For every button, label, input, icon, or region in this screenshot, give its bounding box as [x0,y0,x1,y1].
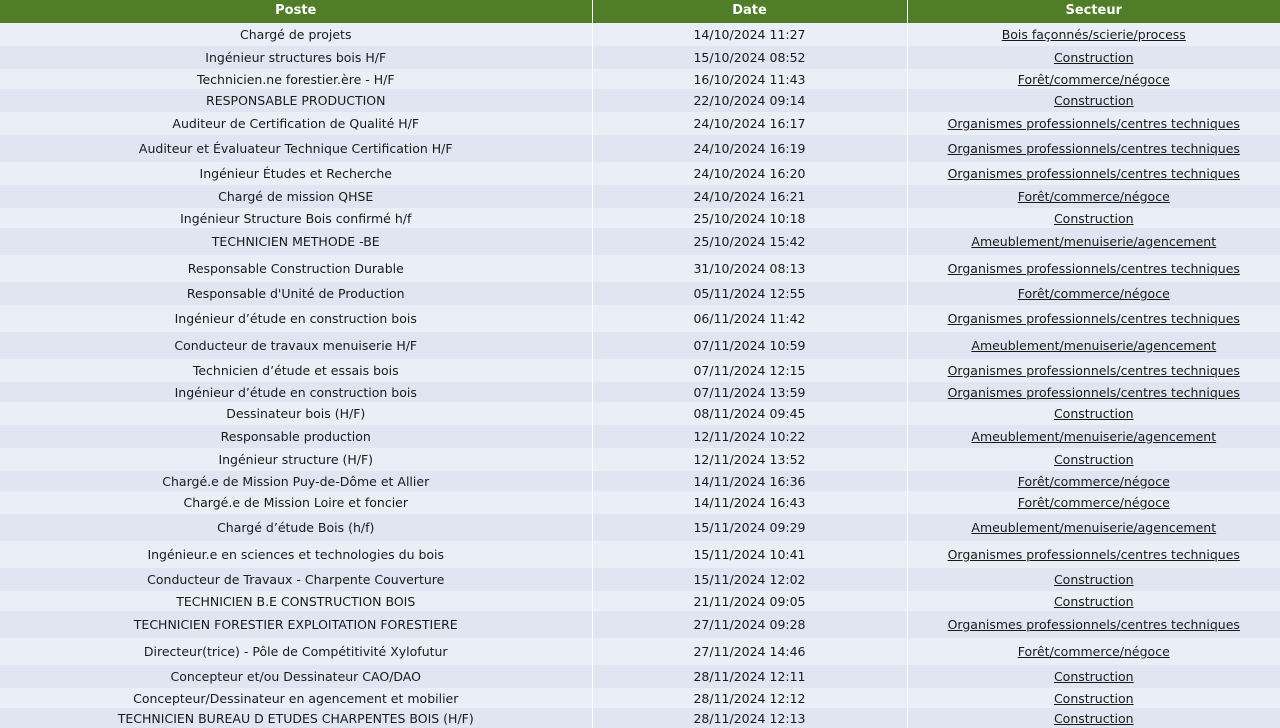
table-row[interactable] [0,112,1280,135]
sector-link[interactable]: Ameublement/menuiserie/agencement [971,234,1217,249]
cell-secteur [907,69,1280,89]
cell-date: 27/11/2024 14:46 [592,638,907,665]
cell-poste: Responsable d'Unité de Production [0,282,592,305]
cell-secteur [907,46,1280,69]
sector-link[interactable]: Organismes professionnels/centres techniques [947,547,1240,562]
cell-secteur [907,228,1280,255]
cell-secteur [907,305,1280,332]
cell-date: 24/10/2024 16:20 [592,162,907,185]
cell-date: 28/11/2024 12:13 [592,708,907,728]
sector-link[interactable]: Construction [1053,690,1134,706]
table-row[interactable] [0,162,1280,185]
table-row[interactable] [0,208,1280,228]
cell-poste: Ingénieur structure (H/F) [0,448,592,471]
table-row[interactable] [0,282,1280,305]
table-row[interactable] [0,185,1280,208]
sector-link[interactable]: Ameublement/menuiserie/agencement [971,429,1217,444]
table-row[interactable] [0,228,1280,255]
table-row[interactable] [0,491,1280,514]
table-row[interactable] [0,568,1280,591]
cell-date: 15/11/2024 10:41 [592,541,907,568]
cell-secteur [907,382,1280,402]
table-row[interactable] [0,665,1280,688]
sector-link[interactable]: Forêt/commerce/négoce [1017,473,1170,489]
cell-secteur [907,448,1280,471]
sector-link[interactable]: Construction [1053,710,1134,726]
cell-secteur [907,491,1280,514]
cell-secteur [907,568,1280,591]
sector-link[interactable]: Construction [1053,210,1134,226]
table-row[interactable] [0,611,1280,638]
cell-date: 24/10/2024 16:21 [592,185,907,208]
cell-date: 12/11/2024 13:52 [592,448,907,471]
cell-poste: Chargé d’étude Bois (h/f) [0,514,592,541]
table-row[interactable] [0,514,1280,541]
sector-link[interactable]: Construction [1053,669,1134,684]
cell-date: 16/10/2024 11:43 [592,69,907,89]
sector-link[interactable]: Organismes professionnels/centres techniques [947,261,1240,276]
cell-secteur [907,665,1280,688]
table-row[interactable] [0,23,1280,46]
cell-secteur [907,282,1280,305]
cell-date: 27/11/2024 09:28 [592,611,907,638]
cell-date: 07/11/2024 13:59 [592,382,907,402]
cell-date: 22/10/2024 09:14 [592,89,907,112]
cell-secteur [907,688,1280,708]
cell-secteur [907,541,1280,568]
sector-link[interactable]: Forêt/commerce/négoce [1017,644,1170,659]
cell-secteur [907,255,1280,282]
cell-poste: Ingénieur Structure Bois confirmé h/f [0,208,592,228]
cell-poste: Ingénieur structures bois H/F [0,46,592,69]
cell-date: 14/10/2024 11:27 [592,23,907,46]
cell-date: 28/11/2024 12:12 [592,688,907,708]
cell-poste: Technicien d’étude et essais bois [0,359,592,382]
cell-poste: Chargé.e de Mission Puy-de-Dôme et Allier [0,471,592,491]
column-header-poste[interactable]: Poste [0,0,592,23]
sector-link[interactable]: Bois façonnés/scierie/process [1001,27,1186,42]
sector-link[interactable]: Organismes professionnels/centres techniques [947,116,1240,131]
sector-link[interactable]: Construction [1053,593,1134,609]
table-row[interactable] [0,359,1280,382]
table-row[interactable] [0,708,1280,728]
sector-link[interactable]: Organismes professionnels/centres techniques [947,384,1240,400]
cell-poste: Auditeur de Certification de Qualité H/F [0,112,592,135]
cell-poste: Concepteur et/ou Dessinateur CAO/DAO [0,665,592,688]
cell-date: 06/11/2024 11:42 [592,305,907,332]
sector-link[interactable]: Construction [1053,93,1134,108]
table-row[interactable] [0,46,1280,69]
cell-poste: Responsable Construction Durable [0,255,592,282]
cell-secteur [907,23,1280,46]
table-row[interactable] [0,425,1280,448]
table-row[interactable] [0,255,1280,282]
cell-date: 15/10/2024 08:52 [592,46,907,69]
cell-secteur [907,514,1280,541]
column-header-date[interactable]: Date [592,0,907,23]
cell-secteur [907,638,1280,665]
cell-secteur [907,471,1280,491]
cell-date: 07/11/2024 10:59 [592,332,907,359]
table-row[interactable] [0,382,1280,402]
table-row[interactable] [0,89,1280,112]
cell-date: 24/10/2024 16:17 [592,112,907,135]
table-row[interactable] [0,591,1280,611]
cell-poste: RESPONSABLE PRODUCTION [0,89,592,112]
cell-date: 21/11/2024 09:05 [592,591,907,611]
cell-poste: Directeur(trice) - Pôle de Compétitivité Xylofutur [0,638,592,665]
cell-poste: Ingénieur Études et Recherche [0,162,592,185]
cell-poste: Conducteur de Travaux - Charpente Couverture [0,568,592,591]
cell-poste: Concepteur/Dessinateur en agencement et mobilier [0,688,592,708]
cell-date: 24/10/2024 16:19 [592,135,907,162]
table-row[interactable] [0,69,1280,89]
cell-date: 07/11/2024 12:15 [592,359,907,382]
cell-secteur [907,208,1280,228]
table-header [0,0,1280,23]
table-row[interactable] [0,688,1280,708]
sector-link[interactable]: Organismes professionnels/centres techniques [947,363,1240,378]
table-row[interactable] [0,638,1280,665]
cell-date: 25/10/2024 15:42 [592,228,907,255]
cell-date: 08/11/2024 09:45 [592,402,907,425]
cell-date: 15/11/2024 09:29 [592,514,907,541]
cell-poste: Technicien.ne forestier.ère - H/F [0,69,592,89]
cell-poste: Auditeur et Évaluateur Technique Certification H/F [0,135,592,162]
sector-link[interactable]: Organismes professionnels/centres techniques [947,141,1240,156]
sector-link[interactable]: Construction [1053,406,1134,421]
table-row[interactable] [0,402,1280,425]
cell-date: 15/11/2024 12:02 [592,568,907,591]
cell-date: 05/11/2024 12:55 [592,282,907,305]
sector-link[interactable]: Forêt/commerce/négoce [1017,71,1170,87]
cell-secteur [907,359,1280,382]
sector-link[interactable]: Forêt/commerce/négoce [1017,495,1170,510]
cell-secteur [907,332,1280,359]
cell-date: 14/11/2024 16:43 [592,491,907,514]
cell-poste: Ingénieur d’étude en construction bois [0,382,592,402]
sector-link[interactable]: Ameublement/menuiserie/agencement [971,520,1217,535]
sector-link[interactable]: Organismes professionnels/centres techniques [947,311,1240,326]
table-row[interactable] [0,135,1280,162]
cell-secteur [907,185,1280,208]
sector-link[interactable]: Construction [1053,50,1134,65]
sector-link[interactable]: Ameublement/menuiserie/agencement [971,338,1217,353]
cell-secteur [907,162,1280,185]
sector-link[interactable]: Forêt/commerce/négoce [1017,189,1170,204]
cell-date: 28/11/2024 12:11 [592,665,907,688]
cell-poste: Ingénieur d’étude en construction bois [0,305,592,332]
cell-poste: Chargé de mission QHSE [0,185,592,208]
cell-secteur [907,112,1280,135]
table-body [0,23,1280,728]
cell-poste: TECHNICIEN B.E CONSTRUCTION BOIS [0,591,592,611]
cell-date: 25/10/2024 10:18 [592,208,907,228]
table-header-row [0,0,1280,23]
cell-secteur [907,425,1280,448]
cell-secteur [907,402,1280,425]
table-row[interactable] [0,305,1280,332]
table-row[interactable] [0,541,1280,568]
table-row[interactable] [0,448,1280,471]
cell-poste: Dessinateur bois (H/F) [0,402,592,425]
cell-poste: Conducteur de travaux menuiserie H/F [0,332,592,359]
column-header-secteur[interactable]: Secteur [907,0,1280,23]
cell-date: 31/10/2024 08:13 [592,255,907,282]
sector-link[interactable]: Organismes professionnels/centres techniques [947,617,1240,632]
cell-secteur [907,591,1280,611]
cell-poste: Chargé de projets [0,23,592,46]
cell-date: 14/11/2024 16:36 [592,471,907,491]
cell-poste: Chargé.e de Mission Loire et foncier [0,491,592,514]
cell-secteur [907,89,1280,112]
cell-secteur [907,708,1280,728]
sector-link[interactable]: Construction [1053,452,1134,467]
cell-poste: TECHNICIEN METHODE -BE [0,228,592,255]
cell-poste: Ingénieur.e en sciences et technologies du bois [0,541,592,568]
table-row[interactable] [0,471,1280,491]
table-row[interactable] [0,332,1280,359]
cell-secteur [907,611,1280,638]
sector-link[interactable]: Forêt/commerce/négoce [1017,286,1170,301]
cell-secteur [907,135,1280,162]
cell-poste: Responsable production [0,425,592,448]
sector-link[interactable]: Construction [1053,572,1134,587]
cell-date: 12/11/2024 10:22 [592,425,907,448]
cell-poste: TECHNICIEN FORESTIER EXPLOITATION FORESTIERE [0,611,592,638]
sector-link[interactable]: Organismes professionnels/centres techniques [947,166,1240,181]
cell-poste: TECHNICIEN BUREAU D ETUDES CHARPENTES BOIS (H/F) [0,708,592,728]
